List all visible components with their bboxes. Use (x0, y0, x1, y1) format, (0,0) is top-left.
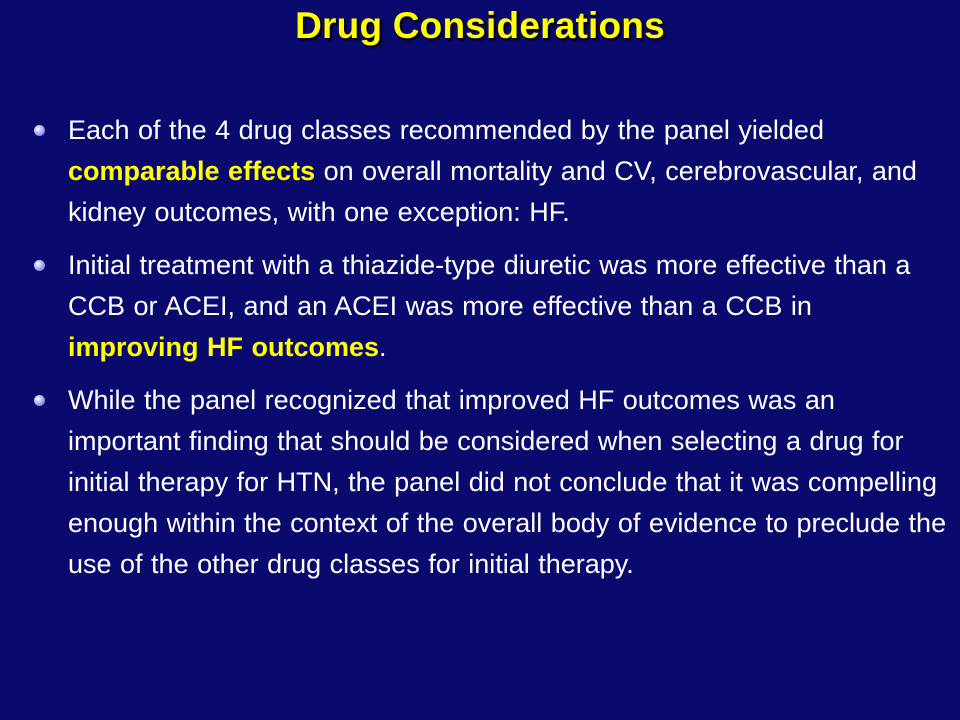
bullet-item-panel-conclusion (30, 380, 950, 585)
bullet-dot-icon (34, 125, 45, 136)
bullet-item-hf-outcomes (30, 245, 950, 368)
highlight-text: comparable effects (68, 156, 316, 186)
bullet-text: . (379, 332, 387, 362)
bullet-text: on overall mortality and CV, cerebrovascular, and kidney outcomes, with one exception: HF. (68, 156, 917, 227)
highlight-text: improving HF outcomes (68, 332, 380, 362)
bullet-dot-icon (34, 395, 45, 406)
bullet-item-comparable-effects (30, 110, 950, 233)
slide-title: Drug Considerations (295, 5, 665, 46)
bullet-text: Each of the 4 drug classes recommended by the panel yielded (68, 115, 824, 145)
bullet-text: While the panel recognized that improved HF outcomes was an important finding that should be considered when selecting a drug for initial therapy for HTN, the panel did not conclude that it was compelling enough within the context of the overall body of evidence to preclude the use of the other drug classes for initial therapy. (68, 385, 947, 579)
bullet-list (30, 110, 950, 585)
bullet-text: Initial treatment with a thiazide-type diuretic was more effective than a CCB or ACEI, and an ACEI was more effective than a CCB in (68, 250, 911, 321)
bullet-dot-icon (34, 260, 45, 271)
